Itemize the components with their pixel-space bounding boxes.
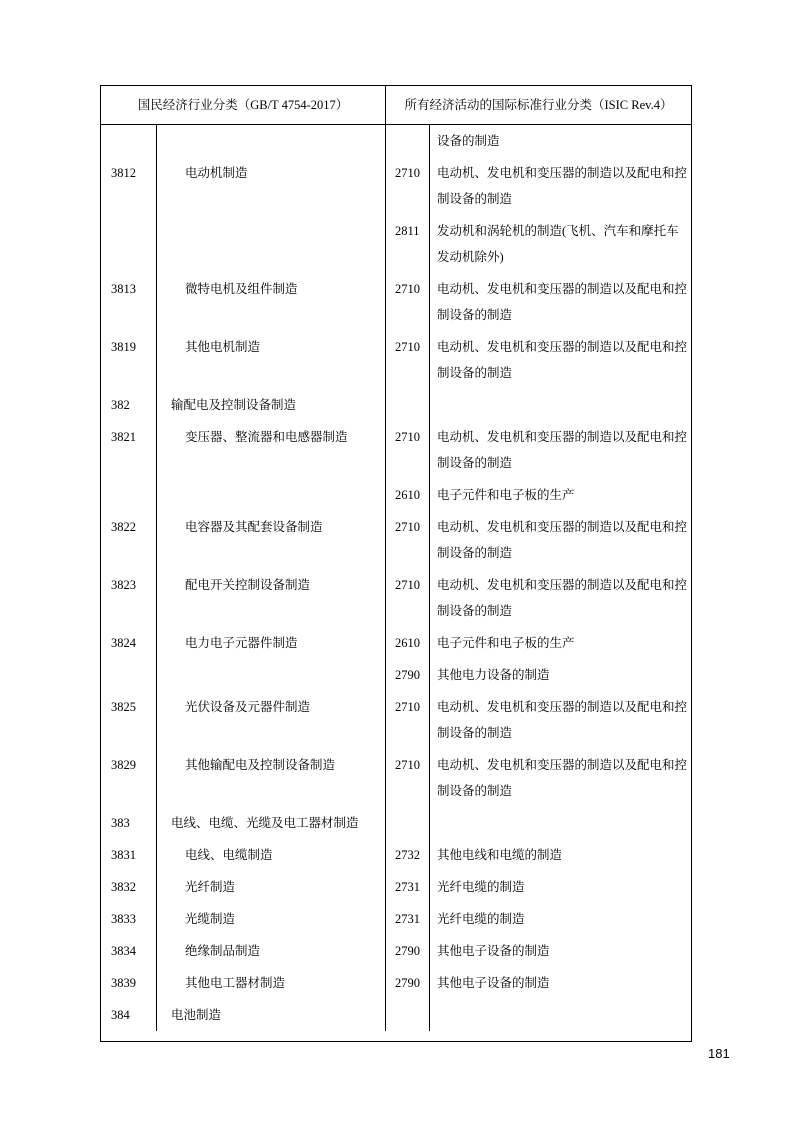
gb-name-cell: 电力电子元器件制造 bbox=[156, 627, 385, 659]
gb-code-cell: 3834 bbox=[111, 944, 136, 958]
table-row bbox=[101, 839, 691, 871]
isic-description-cell: 光纤电缆的制造 bbox=[429, 903, 691, 935]
table-row bbox=[101, 749, 691, 807]
gb-code-cell bbox=[101, 215, 156, 273]
gb-name-cell: 电池制造 bbox=[156, 999, 385, 1031]
gb-name-cell bbox=[156, 215, 385, 273]
isic-description-cell: 电动机、发电机和变压器的制造以及配电和控制设备的制造 bbox=[429, 421, 691, 479]
isic-description-cell: 电动机、发电机和变压器的制造以及配电和控制设备的制造 bbox=[429, 511, 691, 569]
isic-code-cell: 2790 bbox=[385, 659, 429, 691]
isic-description-cell: 电动机、发电机和变压器的制造以及配电和控制设备的制造 bbox=[429, 331, 691, 389]
gb-name-cell bbox=[156, 125, 385, 157]
gb-name-cell: 配电开关控制设备制造 bbox=[156, 569, 385, 627]
table-row bbox=[101, 215, 691, 273]
table-row bbox=[101, 389, 691, 421]
gb-name-cell: 其他电机制造 bbox=[156, 331, 385, 389]
isic-code-cell: 2610 bbox=[385, 479, 429, 511]
isic-description-cell bbox=[429, 389, 691, 421]
gb-code-cell bbox=[101, 479, 156, 511]
classification-table bbox=[100, 85, 692, 1042]
isic-code-cell: 2710 bbox=[385, 157, 429, 215]
isic-description-cell: 电子元件和电子板的生产 bbox=[429, 627, 691, 659]
isic-description-cell: 其他电子设备的制造 bbox=[429, 935, 691, 967]
header-gb-classification: 国民经济行业分类（GB/T 4754-2017） bbox=[137, 98, 349, 112]
isic-code-cell: 2710 bbox=[385, 749, 429, 807]
gb-code-cell: 3825 bbox=[111, 700, 136, 714]
gb-code-cell: 3829 bbox=[111, 758, 136, 772]
isic-description-cell: 电子元件和电子板的生产 bbox=[429, 479, 691, 511]
gb-name-cell: 其他输配电及控制设备制造 bbox=[156, 749, 385, 807]
table-row bbox=[101, 273, 691, 331]
isic-description-cell: 电动机、发电机和变压器的制造以及配电和控制设备的制造 bbox=[429, 749, 691, 807]
gb-name-cell: 其他电工器材制造 bbox=[156, 967, 385, 999]
gb-code-cell: 383 bbox=[111, 816, 130, 830]
table-row bbox=[101, 999, 691, 1031]
isic-description-cell: 电动机、发电机和变压器的制造以及配电和控制设备的制造 bbox=[429, 569, 691, 627]
isic-code-cell bbox=[385, 125, 429, 157]
isic-code-cell: 2790 bbox=[385, 935, 429, 967]
isic-description-cell: 电动机、发电机和变压器的制造以及配电和控制设备的制造 bbox=[429, 157, 691, 215]
gb-code-cell: 3831 bbox=[111, 848, 136, 862]
table-row bbox=[101, 627, 691, 659]
table-row bbox=[101, 569, 691, 627]
isic-description-cell: 电动机、发电机和变压器的制造以及配电和控制设备的制造 bbox=[429, 273, 691, 331]
gb-code-cell: 3839 bbox=[111, 976, 136, 990]
isic-code-cell: 2710 bbox=[385, 511, 429, 569]
gb-code-cell: 3819 bbox=[111, 340, 136, 354]
gb-name-cell: 输配电及控制设备制造 bbox=[156, 389, 385, 421]
gb-name-cell bbox=[156, 479, 385, 511]
gb-code-cell: 3813 bbox=[111, 282, 136, 296]
table-row bbox=[101, 659, 691, 691]
table-row bbox=[101, 807, 691, 839]
gb-code-cell: 3822 bbox=[111, 520, 136, 534]
gb-code-cell: 382 bbox=[111, 398, 130, 412]
isic-code-cell: 2710 bbox=[385, 331, 429, 389]
gb-name-cell: 变压器、整流器和电感器制造 bbox=[156, 421, 385, 479]
gb-name-cell: 光纤制造 bbox=[156, 871, 385, 903]
isic-code-cell: 2710 bbox=[385, 691, 429, 749]
gb-name-cell: 绝缘制品制造 bbox=[156, 935, 385, 967]
table-header-row bbox=[101, 86, 691, 125]
table-row bbox=[101, 157, 691, 215]
table-row bbox=[101, 871, 691, 903]
gb-name-cell: 电线、电缆、光缆及电工器材制造 bbox=[156, 807, 385, 839]
page-number: 181 bbox=[708, 1046, 730, 1061]
isic-code-cell: 2710 bbox=[385, 569, 429, 627]
gb-code-cell: 3833 bbox=[111, 912, 136, 926]
gb-code-cell bbox=[101, 659, 156, 691]
table-row bbox=[101, 967, 691, 999]
table-row bbox=[101, 691, 691, 749]
isic-code-cell bbox=[385, 389, 429, 421]
isic-description-cell: 光纤电缆的制造 bbox=[429, 871, 691, 903]
isic-description-cell: 发动机和涡轮机的制造(飞机、汽车和摩托车发动机除外) bbox=[429, 215, 691, 273]
isic-description-cell: 设备的制造 bbox=[429, 125, 691, 157]
isic-code-cell: 2732 bbox=[385, 839, 429, 871]
isic-code-cell: 2790 bbox=[385, 967, 429, 999]
isic-code-cell: 2731 bbox=[385, 871, 429, 903]
isic-code-cell bbox=[385, 999, 429, 1031]
gb-name-cell bbox=[156, 659, 385, 691]
isic-code-cell bbox=[385, 807, 429, 839]
isic-description-cell: 其他电力设备的制造 bbox=[429, 659, 691, 691]
isic-code-cell: 2731 bbox=[385, 903, 429, 935]
isic-description-cell: 其他电子设备的制造 bbox=[429, 967, 691, 999]
gb-code-cell: 3824 bbox=[111, 636, 136, 650]
table-row bbox=[101, 125, 691, 157]
gb-name-cell: 电线、电缆制造 bbox=[156, 839, 385, 871]
isic-description-cell: 电动机、发电机和变压器的制造以及配电和控制设备的制造 bbox=[429, 691, 691, 749]
table-row bbox=[101, 421, 691, 479]
gb-name-cell: 电动机制造 bbox=[156, 157, 385, 215]
isic-code-cell: 2610 bbox=[385, 627, 429, 659]
gb-code-cell bbox=[101, 125, 156, 157]
gb-code-cell: 3832 bbox=[111, 880, 136, 894]
gb-name-cell: 光伏设备及元器件制造 bbox=[156, 691, 385, 749]
gb-code-cell: 384 bbox=[111, 1008, 130, 1022]
isic-description-cell: 其他电线和电缆的制造 bbox=[429, 839, 691, 871]
table-row bbox=[101, 935, 691, 967]
table-row bbox=[101, 331, 691, 389]
isic-description-cell bbox=[429, 807, 691, 839]
table-row bbox=[101, 511, 691, 569]
gb-name-cell: 微特电机及组件制造 bbox=[156, 273, 385, 331]
table-row bbox=[101, 479, 691, 511]
table-body bbox=[101, 125, 691, 1041]
isic-code-cell: 2811 bbox=[385, 215, 429, 273]
table-row bbox=[101, 903, 691, 935]
gb-name-cell: 光缆制造 bbox=[156, 903, 385, 935]
gb-name-cell: 电容器及其配套设备制造 bbox=[156, 511, 385, 569]
gb-code-cell: 3812 bbox=[111, 166, 136, 180]
gb-code-cell: 3821 bbox=[111, 430, 136, 444]
header-isic-classification: 所有经济活动的国际标准行业分类（ISIC Rev.4） bbox=[385, 86, 691, 124]
gb-code-cell: 3823 bbox=[111, 578, 136, 592]
isic-code-cell: 2710 bbox=[385, 273, 429, 331]
isic-code-cell: 2710 bbox=[385, 421, 429, 479]
isic-description-cell bbox=[429, 999, 691, 1031]
